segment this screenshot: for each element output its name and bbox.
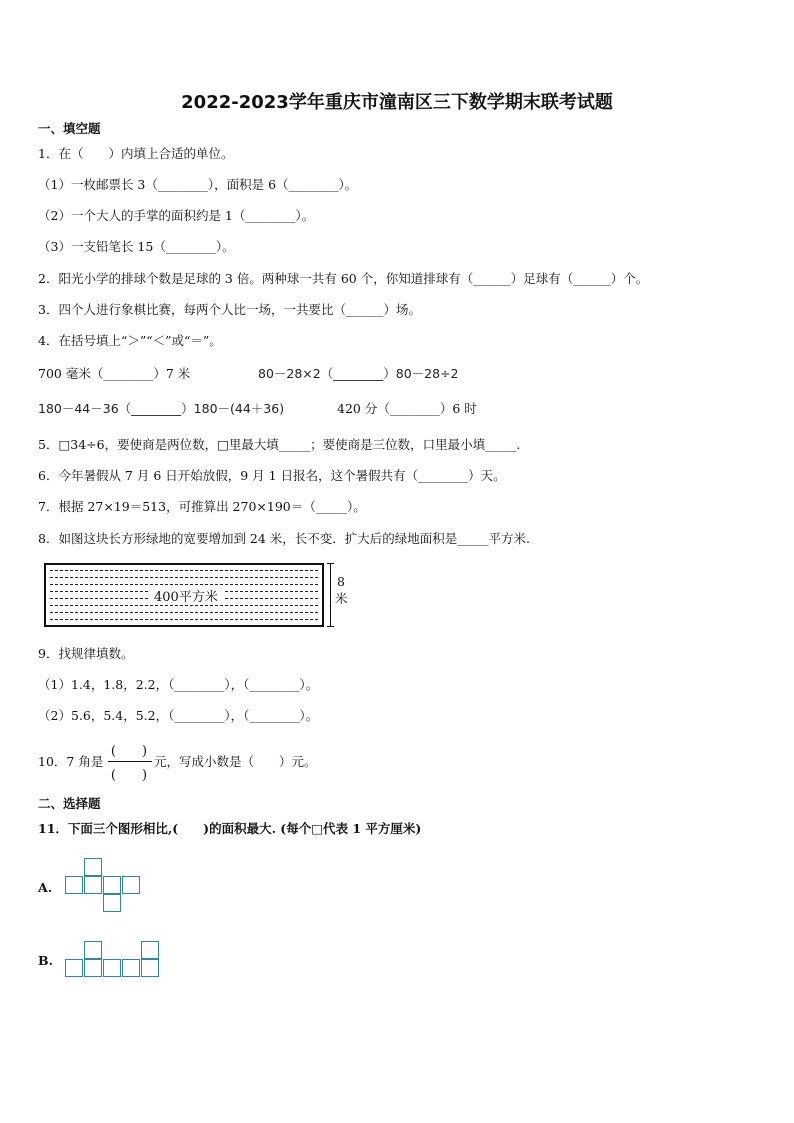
q4-compare-4: 420 分（________）6 时: [337, 401, 477, 416]
grid-cell: [84, 876, 102, 894]
grid-cell: [103, 876, 121, 894]
fraction-denominator: ( ): [110, 768, 148, 783]
grid-cell: [84, 941, 102, 959]
grid-cell: [122, 876, 140, 894]
grid-cell: [84, 858, 102, 876]
q6: 6．今年暑假从 7 月 6 日开始放假，9 月 1 日报名，这个暑假共有（________）天。: [38, 468, 506, 483]
rectangle-lawn-figure: [44, 563, 324, 627]
grid-cell: [65, 959, 83, 977]
grid-cell: [103, 894, 121, 912]
q10-prefix: 10．7 角是: [38, 754, 104, 769]
grid-cell: [103, 959, 121, 977]
hatch-line: [50, 605, 318, 606]
q1-stem: 1．在（ ）内填上合适的单位。: [38, 146, 234, 161]
hatch-line: [50, 570, 318, 571]
width-dimension: [327, 563, 349, 627]
hatch-line: [50, 584, 318, 585]
q11-stem: 11．下面三个图形相比,( )的面积最大. (每个□代表 1 平方厘米): [38, 821, 422, 836]
q9-stem: 9．找规律填数。: [38, 646, 134, 661]
grid-cell: [65, 876, 83, 894]
option-b-label: B.: [38, 953, 53, 968]
q1-part-2: （2）一个大人的手掌的面积约是 1（________）。: [38, 208, 315, 223]
q4-compare-2: 80－28×2（________）80－28÷2: [258, 366, 459, 381]
dimension-tick: [327, 626, 334, 627]
q1-part-1: （1）一枚邮票长 3（________），面积是 6（________）。: [38, 177, 358, 192]
grid-cell: [141, 941, 159, 959]
area-label: 400平方米: [148, 586, 224, 605]
q4-compare-1: 700 毫米（________）7 米: [38, 366, 191, 381]
q9-part-2: （2）5.6，5.4，5.2，（________），（________）。: [38, 708, 319, 723]
section-fill-in-heading: 一、填空题: [38, 121, 101, 136]
dimension-line: [330, 563, 331, 627]
option-a-label: A.: [38, 880, 53, 895]
grid-cell: [141, 959, 159, 977]
q4-stem: 4．在括号填上“＞”“＜”或“＝”。: [38, 333, 222, 348]
hatch-line: [50, 577, 318, 578]
q2: 2．阳光小学的排球个数是足球的 3 倍。两种球一共有 60 个，你知道排球有（______）足球有（______）个。: [38, 271, 649, 286]
q3: 3．四个人进行象棋比赛，每两个人比一场，一共要比（______）场。: [38, 302, 421, 317]
hatch-line: [50, 612, 318, 613]
q8-stem: 8．如图这块长方形绿地的宽要增加到 24 米，长不变．扩大后的绿地面积是_____平方米.: [38, 531, 531, 546]
dimension-tick: [327, 563, 334, 564]
grid-cell: [84, 959, 102, 977]
q4-compare-3: 180－44－36（________）180－(44＋36): [38, 401, 285, 416]
fraction-bar: [108, 761, 152, 762]
fraction-numerator: ( ): [110, 744, 148, 759]
q9-part-1: （1）1.4，1.8，2.2，（________），（________）。: [38, 677, 319, 692]
hatch-line: [50, 619, 318, 620]
q7: 7．根据 27×19＝513，可推算出 270×190＝（_____）。: [38, 499, 366, 514]
section-choice-heading: 二、选择题: [38, 796, 101, 811]
width-label: 8米: [335, 574, 348, 606]
q5: 5．□34÷6，要使商是两位数，□里最大填_____；要使商是三位数，口里最小填_____.: [38, 437, 521, 452]
q10-suffix: 元，写成小数是（ ）元。: [154, 754, 317, 769]
page-title: 2022-2023学年重庆市潼南区三下数学期末联考试题: [181, 92, 613, 113]
q1-part-3: （3）一支铅笔长 15（________）。: [38, 239, 235, 254]
grid-cell: [122, 959, 140, 977]
fraction-blank: [106, 740, 152, 784]
